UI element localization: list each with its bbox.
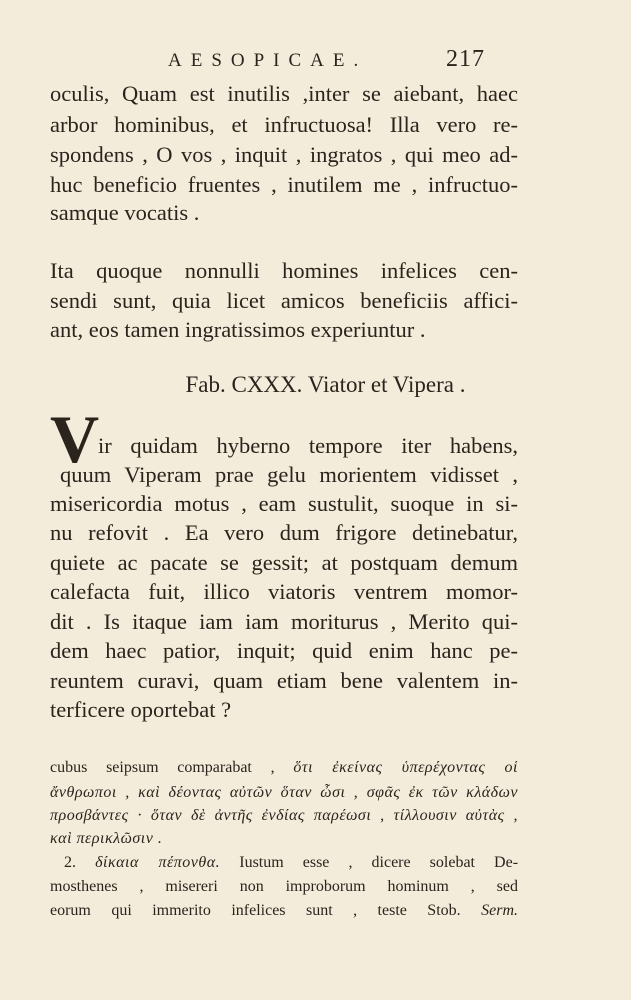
fable-line: reuntem curavi, quam etiam bene valentem in- xyxy=(50,668,518,693)
footnote-line: προσβάντες · ὅταν δὲ ἀντῆς ἐνδίας παρέωσι , τίλλουσιν αὐτὰς , xyxy=(50,807,518,824)
footnote-line: καὶ περικλῶσιν . xyxy=(50,830,163,847)
footnote-number: 2. xyxy=(64,854,76,871)
fable-line: ir quidam hyberno tempore iter habens, xyxy=(98,433,518,458)
fable-line: quiete ac pacate se gessit; at postquam demum xyxy=(50,550,518,575)
footnote-latin: eorum qui immerito infelices sunt , teste Stob. xyxy=(50,902,461,919)
footnote-greek: δίκαια πέπονθα. xyxy=(95,854,221,871)
page-number: 217 xyxy=(446,46,485,72)
footnote-line: mosthenes , misereri non improborum hominum , sed xyxy=(50,878,518,895)
running-title: AESOPICAE. xyxy=(168,50,368,71)
footnote-line xyxy=(64,853,518,873)
fable-title: Fab. CXXX. Viator et Vipera . xyxy=(185,372,466,397)
footnote-latin: Iustum esse , dicere solebat De- xyxy=(239,854,519,871)
body-line: oculis, Quam est inutilis ,inter se aiebant, haec xyxy=(50,81,518,106)
footnote-line: ἄνθρωποι , καὶ δέοντας αὐτῶν ὅταν ὦσι , σφᾶς ἐκ τῶν κλάδων xyxy=(50,784,518,801)
fable-line: dem haec patior, inquit; quid enim hanc pe- xyxy=(50,638,518,663)
drop-cap: V xyxy=(50,401,100,477)
body-line: sendi sunt, quia licet amicos beneficiis affici- xyxy=(50,288,518,313)
fable-line: terficere oportebat ? xyxy=(50,697,232,722)
footnote-line xyxy=(50,758,518,778)
body-line: Ita quoque nonnulli homines infelices cen- xyxy=(50,258,518,283)
footnote-italic: Serm. xyxy=(481,902,518,919)
body-line: arbor hominibus, et infructuosa! Illa vero re- xyxy=(50,112,518,137)
footnote-line xyxy=(50,901,518,921)
fable-line: quum Viperam prae gelu morientem vidisset , xyxy=(60,462,518,487)
fable-line: calefacta fuit, illico viatoris ventrem momor- xyxy=(50,579,518,604)
footnote-latin: cubus seipsum comparabat , xyxy=(50,759,275,776)
running-header xyxy=(0,46,631,80)
fable-line: dit . Is itaque iam iam moriturus , Merito qui- xyxy=(50,609,518,634)
fable-line: nu refovit . Ea vero dum frigore detinebatur, xyxy=(50,520,518,545)
body-line: spondens , O vos , inquit , ingratos , qui meo ad- xyxy=(50,142,518,167)
fable-line: misericordia motus , eam sustulit, suoque in si- xyxy=(50,491,518,516)
footnote-greek: ὅτι ἐκείνας ὑπερέχοντας οἱ xyxy=(293,759,519,776)
body-line: ant, eos tamen ingratissimos experiuntur . xyxy=(50,317,426,342)
body-line: huc beneficio fruentes , inutilem me , infructuo- xyxy=(50,172,518,197)
body-line: samque vocatis . xyxy=(50,200,200,225)
